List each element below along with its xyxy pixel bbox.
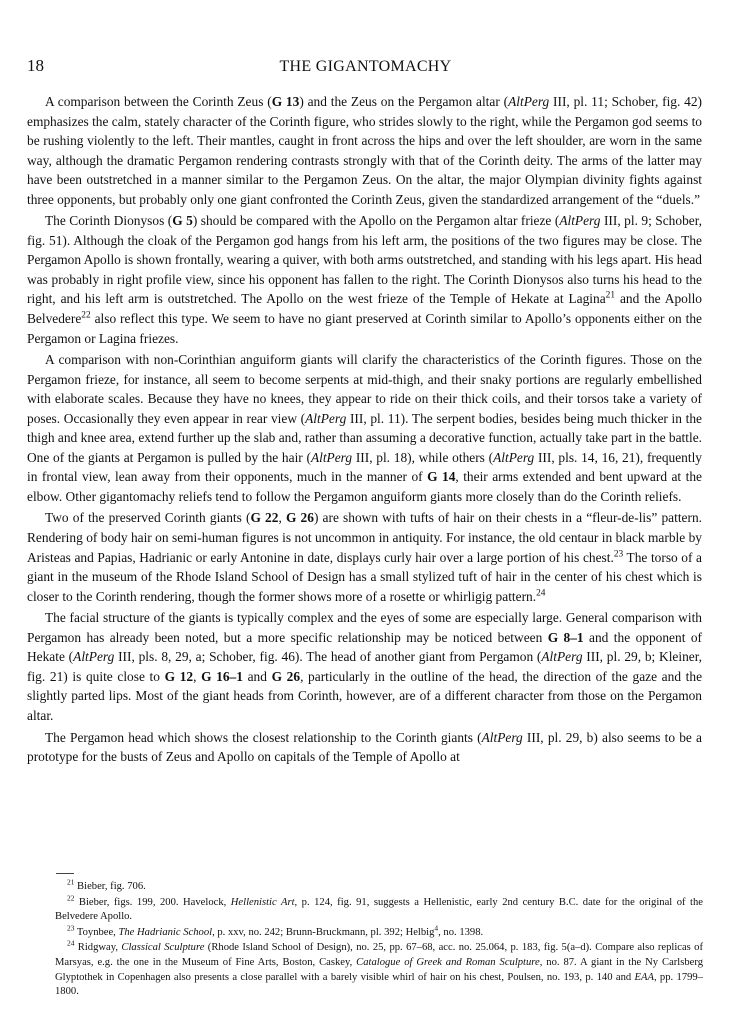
- italic-title: AltPerg: [508, 94, 550, 109]
- italic-title: AltPerg: [559, 213, 601, 229]
- text-run: III, pl. 29, b; Kleiner, fig. 21) is quite close to: [27, 649, 702, 684]
- text-run: and: [242, 668, 272, 684]
- footnote-24: [55, 938, 704, 999]
- text-run: and the Apollo Belvedere: [27, 291, 702, 327]
- text-run: The Pergamon head which shows the closest relationship to the Corinth giants (: [45, 729, 482, 745]
- text-run: Bieber, fig. 706.: [74, 881, 146, 892]
- footnote-ref: 23: [613, 549, 624, 560]
- italic-title: AltPerg: [481, 729, 523, 745]
- text-run: A comparison between the Corinth Zeus (: [45, 94, 272, 109]
- text-run: , p. 124, fig. 91, suggests a Hellenistic, early 2nd century B.C. date for the original of the Belvedere Apollo.: [55, 896, 704, 923]
- footnote-ref: 22: [81, 310, 91, 321]
- catalogue-ref: G 22: [250, 510, 279, 526]
- catalogue-ref: G 8–1: [547, 629, 584, 645]
- text-run: , particularly in the outline of the head, the direction of the gaze and the slightly parted lips. Most of the giant heads from Corinth, however, are of a different character from those on the Pergamon altar.: [27, 668, 703, 723]
- footnote-ref: 23: [67, 923, 75, 933]
- italic-title: AltPerg: [541, 649, 583, 665]
- footnotes: [55, 877, 704, 1000]
- footnote-ref: 22: [67, 893, 75, 903]
- text-run: ) are shown with tufts of hair on their chests in a “fleur-de-lis” pattern. Rendering of body hair on semi-human figures is not uncommon in antiquity. For instance, the old centaur in black marble by Aristeas and Papias, Hadrianic or early Antonine in date, displays curly hair over a large portion of his chest.: [27, 510, 702, 565]
- text-run: III, pls. 8, 29, a; Schober, fig. 46). The head of another giant from Pergamon (: [114, 649, 542, 665]
- text-run: also reflect this type. We seem to have no giant preserved at Corinth similar to Apollo’s opponents either on the Pergamon or Lagina friezes.: [27, 311, 702, 346]
- text-run: The Corinth Dionysos (: [45, 213, 173, 229]
- text-run: The facial structure of the giants is typically complex and the eyes of some are especially large. General comparison with Pergamon has already been noted, but a more specific relationship may be noticed between: [27, 610, 702, 645]
- catalogue-ref: G 26: [285, 510, 314, 526]
- text-run: ,: [193, 668, 202, 684]
- paragraph-dionysos-apollo: [27, 211, 702, 348]
- text-run: ) and the Zeus on the Pergamon altar (: [299, 94, 509, 109]
- text-run: III, pl. 9; Schober, fig. 51). Although the cloak of the Pergamon god hangs from his left arm, the positions of the two figures may be close. The Pergamon Apollo is shown frontally, wearing a quiver, with both arms outstretched, and standing with his legs apart. His head was probably in right profile view, since his opponent has fallen to the right. The Corinth Dionysos also turns his head to the right, and his left arm is outstretched. The Apollo on the west frieze of the Temple of Hekate at Lagina: [27, 213, 702, 307]
- text-run: , no. 87. A giant in the Ny Carlsberg Glyptothek in Copenhagen also presents a close parallel with a barely visible whirl of hair on his chest, Poulsen, no. 193, p. 140 and: [55, 956, 704, 983]
- text-run: ) should be compared with the Apollo on the Pergamon altar frieze (: [192, 213, 560, 229]
- footnote-ref: 21: [605, 291, 616, 301]
- catalogue-ref: G 16–1: [201, 668, 243, 684]
- italic-title: AltPerg: [310, 449, 353, 465]
- text-run: , their arms extended and bent upward at the elbow. Other gigantomachy reliefs tend to follow the Pergamon anguiform giants more closely than do the Corinth reliefs.: [27, 469, 702, 504]
- text-run: (Rhode Island School of Design), no. 25, pp. 67–68, acc. no. 25.064, p. 183, fig. 5(a–d). Compare also replicas of Marsyas, e.g. the one in the Museum of Fine Arts, Boston, Caskey,: [55, 942, 704, 968]
- paragraph-facial-structure: [27, 608, 702, 725]
- text-run: III, pl. 29, b) also seems to be a prototype for the busts of Zeus and Apollo on capitals of the Temple of Apollo at: [27, 729, 702, 765]
- running-head: THE GIGANTOMACHY: [279, 58, 452, 75]
- italic-title: Classical Sculpture: [121, 942, 205, 954]
- footnote-ref: 24: [67, 938, 75, 948]
- italic-title: AltPerg: [73, 649, 115, 665]
- paragraph-pergamon-head: [27, 728, 702, 767]
- italic-title: EAA: [634, 971, 654, 983]
- catalogue-ref: G 12: [164, 668, 194, 684]
- italic-title: AltPerg: [305, 410, 347, 426]
- text-run: Two of the preserved Corinth giants (: [45, 510, 251, 526]
- text-run: III, pls. 14, 16, 21), frequently in frontal view, lean away from their opponents, much in the manner of: [27, 449, 702, 485]
- footnote-ref: 4: [434, 923, 439, 933]
- footnote-ref: 21: [67, 877, 75, 887]
- catalogue-ref: G 13: [271, 94, 300, 109]
- catalogue-ref: G 5: [172, 213, 193, 229]
- paragraph-zeus-comparison: [27, 92, 702, 209]
- italic-title: Hellenistic Art: [230, 896, 295, 908]
- catalogue-ref: G 14: [427, 469, 456, 485]
- body-text: [27, 92, 702, 767]
- italic-title: Catalogue of Greek and Roman Sculpture: [356, 956, 540, 968]
- text-run: Toynbee,: [74, 926, 119, 938]
- page-number: 18: [27, 56, 44, 75]
- catalogue-ref: G 26: [271, 668, 301, 684]
- text-run: , p. xxv, no. 242; Brunn-Bruckmann, pl. 392; Helbig: [212, 926, 435, 938]
- italic-title: AltPerg: [493, 449, 535, 465]
- text-run: ,: [278, 510, 286, 526]
- footnote-ref: 24: [536, 588, 546, 599]
- text-run: III, pl. 11). The serpent bodies, besides being much thicker in the thigh and knee area, extend further up the slab and, rather than assuming a decorative function, actually take part in the battle. One of the giants at Pergamon is pulled by the hair (: [27, 410, 702, 465]
- footnote-23: [55, 923, 703, 941]
- text-run: Bieber, figs. 199, 200. Havelock,: [74, 896, 231, 908]
- footnote-separator: [56, 873, 74, 874]
- text-run: , pp. 1799–1800.: [55, 971, 703, 998]
- text-run: , no. 1398.: [438, 926, 484, 938]
- text-run: The torso of a giant in the museum of the Rhode Island School of Design has a small stylized tuft of hair in the center of his chest which is closer to the Corinth rendering, though the former shows more of a rosette or whirligig pattern.: [27, 549, 702, 604]
- text-run: III, pl. 11; Schober, fig. 42) emphasizes the calm, stately character of the Corinth figure, who strides slowly to the right, while the Pergamon god seems to be rushing violently to the left. Their mantles, caught in front across the hips and over the left shoulder, are worn in the same way, although the dramatic Pergamon rendering contrasts strongly with that of the Corinth deity. The arms of the latter may have been outstretched in a manner similar to the Pergamon Zeus. On the altar, the major Olympian divinity fights against three opponents, but probably only one giant confronted the Corinth Zeus, given the standardized arrangement of the “duels.”: [27, 94, 702, 207]
- footnote-21: [55, 877, 703, 895]
- text-run: III, pl. 18), while others (: [352, 449, 494, 465]
- text-run: A comparison with non-Corinthian anguiform giants will clarify the characteristics of the Corinth figures. Those on the Pergamon frieze, for instance, all seem to become serpents at mid-thigh, and their snaky portions are regularly embellished with elaborate scales. Because they have no knees, they appear to ride on their thick coils, and their torsos take a variety of poses. Occasionally they even appear in rear view (: [27, 352, 702, 426]
- italic-title: The Hadrianic School: [118, 926, 213, 938]
- text-run: Ridgway,: [74, 942, 122, 954]
- paragraph-anguiform-giants: [27, 350, 702, 506]
- footnote-22: [55, 893, 704, 925]
- paragraph-body-hair: [27, 508, 702, 606]
- text-run: and the opponent of Hekate (: [27, 629, 702, 665]
